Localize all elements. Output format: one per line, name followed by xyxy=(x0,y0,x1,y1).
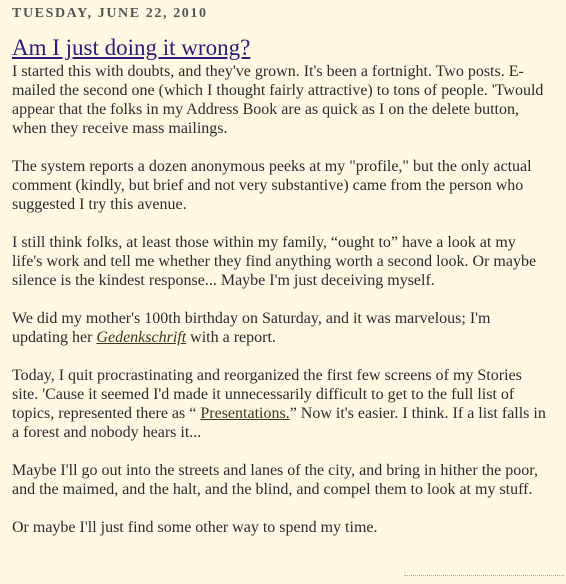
paragraph-4-text-before: We did my mother's 100th birthday on Saturday, and it was marvelous; I'm updating her xyxy=(12,310,491,346)
paragraph-7: Or maybe I'll just find some other way to spend my time. xyxy=(12,519,378,536)
presentations-link[interactable]: Presentations. xyxy=(200,405,290,422)
paragraph-2: The system reports a dozen anonymous peeks at my "profile," but the only actual comment (kindly, but brief and not very substantive) came from the person who suggested I try this avenue. xyxy=(12,158,532,213)
paragraph-3: I still think folks, at least those within my family, “ought to” have a look at my life's work and tell me whether they find anything worth a second look. Or maybe silence is the kindest response... Maybe I'm just deceiving myself. xyxy=(12,234,537,289)
post-footer-divider xyxy=(404,575,564,576)
paragraph-5-text-after: ” Now it's easier. I think. If a list falls in a forest and nobody hears it... xyxy=(12,405,546,441)
paragraph-4 xyxy=(12,309,548,347)
paragraph-4-text-after: with a report. xyxy=(186,329,276,346)
post-title xyxy=(12,35,548,61)
paragraph-5-text-before: Today, I quit procrastinating and reorganized the first few screens of my Stories site. 'Cause it seemed I'd made it unnecessarily difficult to get to the full list of topics, represented there as “ xyxy=(12,367,522,422)
date-header: TUESDAY, JUNE 22, 2010 xyxy=(12,6,208,21)
gedenkschrift-link[interactable]: Gedenkschrift xyxy=(96,329,187,346)
paragraph-1: I started this with doubts, and they've grown. It's been a fortnight. Two posts. E-mailed the second one (which I thought fairly attractive) to tons of people. 'Twould appear that the folks in my Address Book are as quick as I on the delete button, when they receive mass mailings. xyxy=(12,63,544,137)
post-body xyxy=(12,62,548,537)
paragraph-5 xyxy=(12,366,548,442)
post-title-link[interactable]: Am I just doing it wrong? xyxy=(12,35,251,60)
paragraph-6: Maybe I'll go out into the streets and lanes of the city, and bring in hither the poor, and the maimed, and the halt, and the blind, and compel them to look at my stuff. xyxy=(12,462,538,498)
